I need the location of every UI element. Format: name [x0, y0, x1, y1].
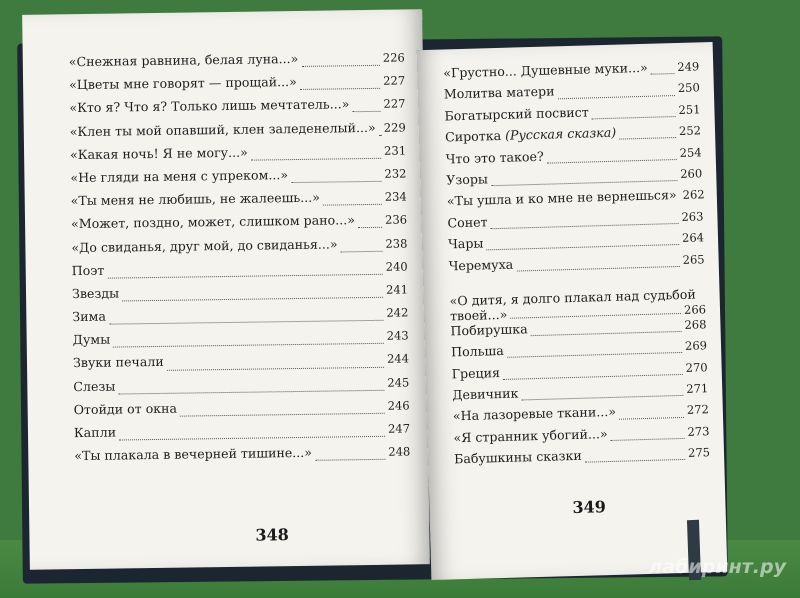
toc-entry-title: Сиротка	[444, 128, 502, 145]
toc-entry-title: Богатырский посвист	[444, 104, 589, 124]
toc-entry-title: Звуки печали	[72, 354, 164, 371]
toc-right	[417, 58, 724, 474]
toc-entry	[74, 444, 410, 472]
leader-dots	[491, 180, 677, 186]
toc-entry-page: 246	[387, 398, 410, 413]
toc-entry-page: 227	[383, 73, 406, 88]
toc-entry-title: «Я странник убогий...»	[453, 425, 608, 446]
leader-dots	[180, 413, 385, 417]
toc-entry-page: 245	[387, 375, 410, 390]
leader-dots	[341, 250, 383, 252]
toc-entry-page: 272	[686, 402, 710, 418]
toc-entry-page: 260	[680, 166, 703, 181]
toc-entry-page: 249	[677, 59, 700, 74]
leader-dots	[119, 436, 385, 441]
toc-entry-page: 244	[386, 351, 410, 367]
toc-entry-title: «Может, поздно, может, слишком рано...»	[70, 212, 355, 232]
toc-entry-page: 236	[384, 212, 408, 228]
leader-dots	[503, 374, 683, 380]
leader-dots	[487, 244, 680, 250]
leader-dots	[301, 65, 380, 67]
toc-entry-title: Поэт	[71, 262, 105, 278]
toc-entry-title: Сонет	[447, 214, 488, 231]
leader-dots	[491, 223, 679, 229]
leader-dots	[113, 343, 384, 348]
toc-entry-title: Капли	[73, 424, 117, 441]
toc-entry-title: «Ты меня не любишь, не жалеешь...»	[70, 189, 321, 209]
toc-entry-title: Что это такое?	[445, 148, 544, 167]
toc-entry-page: 227	[383, 96, 406, 112]
toc-entry-page: 250	[677, 80, 701, 96]
toc-entry-title: Отойди от окна	[73, 400, 178, 417]
toc-entry-page: 251	[678, 102, 701, 117]
leader-dots	[507, 352, 682, 358]
toc-entry-page: 242	[386, 305, 409, 320]
toc-entry-page: 265	[682, 251, 705, 267]
leader-dots	[122, 297, 383, 302]
toc-entry-title: «Какая ночь! Я не могу...»	[69, 144, 248, 162]
toc-entry-page: 241	[385, 282, 409, 297]
leader-dots	[585, 459, 685, 463]
toc-entry-page: 268	[684, 317, 707, 332]
leader-dots	[619, 137, 676, 140]
toc-entry-page: 271	[686, 381, 709, 396]
toc-entry-page: 248	[388, 444, 411, 459]
toc-entry-page: 247	[387, 421, 411, 436]
toc-entry-page: 234	[384, 189, 407, 204]
leader-dots	[167, 366, 384, 370]
left-page	[22, 9, 430, 570]
leader-dots	[558, 95, 675, 99]
toc-entry-title: «Ты плакала в вечерней тишине...»	[74, 445, 313, 464]
leader-dots	[353, 111, 381, 112]
toc-entry-title: Молитва матери	[443, 83, 555, 102]
watermark-text: лабиринт.ру	[648, 556, 786, 578]
toc-entry-title: «На лазоревые ткани...»	[452, 404, 617, 424]
toc-entry-page: 262	[682, 187, 705, 203]
leader-dots	[358, 227, 382, 228]
toc-entry-page: 240	[385, 259, 408, 274]
toc-entry-page: 232	[384, 166, 407, 181]
leader-dots	[379, 134, 381, 135]
toc-entry-subtitle: (Русская сказка)	[504, 124, 617, 143]
toc-entry-page: 266	[683, 302, 707, 317]
toc-entry	[449, 272, 706, 323]
leader-dots	[291, 181, 381, 183]
toc-entry-title: Побирушка	[450, 321, 528, 339]
leader-dots	[547, 159, 677, 164]
toc-entry-page: 231	[384, 143, 407, 158]
toc-entry-title: Узоры	[446, 171, 489, 188]
toc-entry-title: Слезы	[73, 378, 116, 394]
leader-dots	[118, 390, 384, 395]
toc-entry-title: Чары	[447, 235, 484, 252]
toc-entry-page: 263	[681, 209, 704, 224]
toc-entry-title: Думы	[72, 331, 111, 348]
right-page	[417, 42, 728, 580]
leader-dots	[611, 438, 685, 441]
toc-entry-title: Девичник	[452, 385, 519, 403]
leader-dots	[109, 320, 383, 325]
toc-entry-title: «О дитя, я долго плакал над судьбой	[449, 286, 696, 309]
leader-dots	[619, 417, 684, 420]
toc-entry-page: 238	[385, 235, 408, 251]
toc-entry-title: «Грустно... Душевные муки...»	[443, 59, 648, 81]
toc-entry-page: 275	[687, 445, 711, 461]
toc-entry-title: «Цветы мне говорят — прощай...»	[69, 74, 297, 93]
leader-dots	[107, 274, 382, 279]
toc-entry-title: «Кто я? Что я? Только лишь мечтатель...»	[69, 96, 350, 116]
toc-entry-title: «Клен ты мой опавший, клен заледенелый...»	[69, 119, 376, 139]
toc-entry-title: Черемуха	[448, 256, 514, 273]
toc-entry-title: «До свиданья, друг мой, до свиданья...»	[71, 235, 338, 255]
toc-entry-page: 269	[684, 338, 708, 354]
toc-entry-title: Бабушкины сказки	[453, 448, 582, 467]
toc-entry-page: 270	[685, 359, 708, 375]
leader-dots	[531, 331, 682, 336]
toc-entry-title: Зима	[72, 308, 107, 325]
toc-entry-title: Звезды	[71, 285, 120, 302]
leader-dots	[323, 204, 382, 206]
toc-entry-page: 273	[687, 424, 710, 439]
toc-entry-title: «Ты ушла и ко мне не вернешься»	[446, 187, 677, 209]
leader-dots	[251, 158, 381, 161]
leader-dots	[592, 116, 676, 119]
page-number-right: 349	[572, 497, 607, 518]
toc-entry-page: 264	[681, 230, 705, 246]
toc-entry-page: 226	[382, 50, 405, 65]
toc-entry-page: 252	[678, 123, 702, 139]
page-number-left: 348	[255, 525, 289, 545]
leader-dots	[300, 88, 380, 90]
leader-dots	[315, 459, 385, 461]
toc-entry-page: 229	[383, 120, 406, 135]
leader-dots	[516, 266, 679, 272]
toc-entry-title: Польша	[450, 343, 504, 360]
toc-left	[23, 49, 429, 472]
toc-entry-page: 254	[679, 144, 702, 160]
toc-entry-page: 243	[386, 328, 409, 344]
toc-entry-title-cont: твоей...»	[449, 306, 508, 324]
toc-entry-title: Греция	[451, 364, 501, 382]
toc-entry-title: «Снежная равнина, белая луна...»	[68, 50, 299, 70]
leader-dots	[651, 73, 675, 75]
leader-dots	[522, 395, 684, 401]
toc-entry-title: «Не гляди на меня с упреком...»	[70, 167, 289, 186]
